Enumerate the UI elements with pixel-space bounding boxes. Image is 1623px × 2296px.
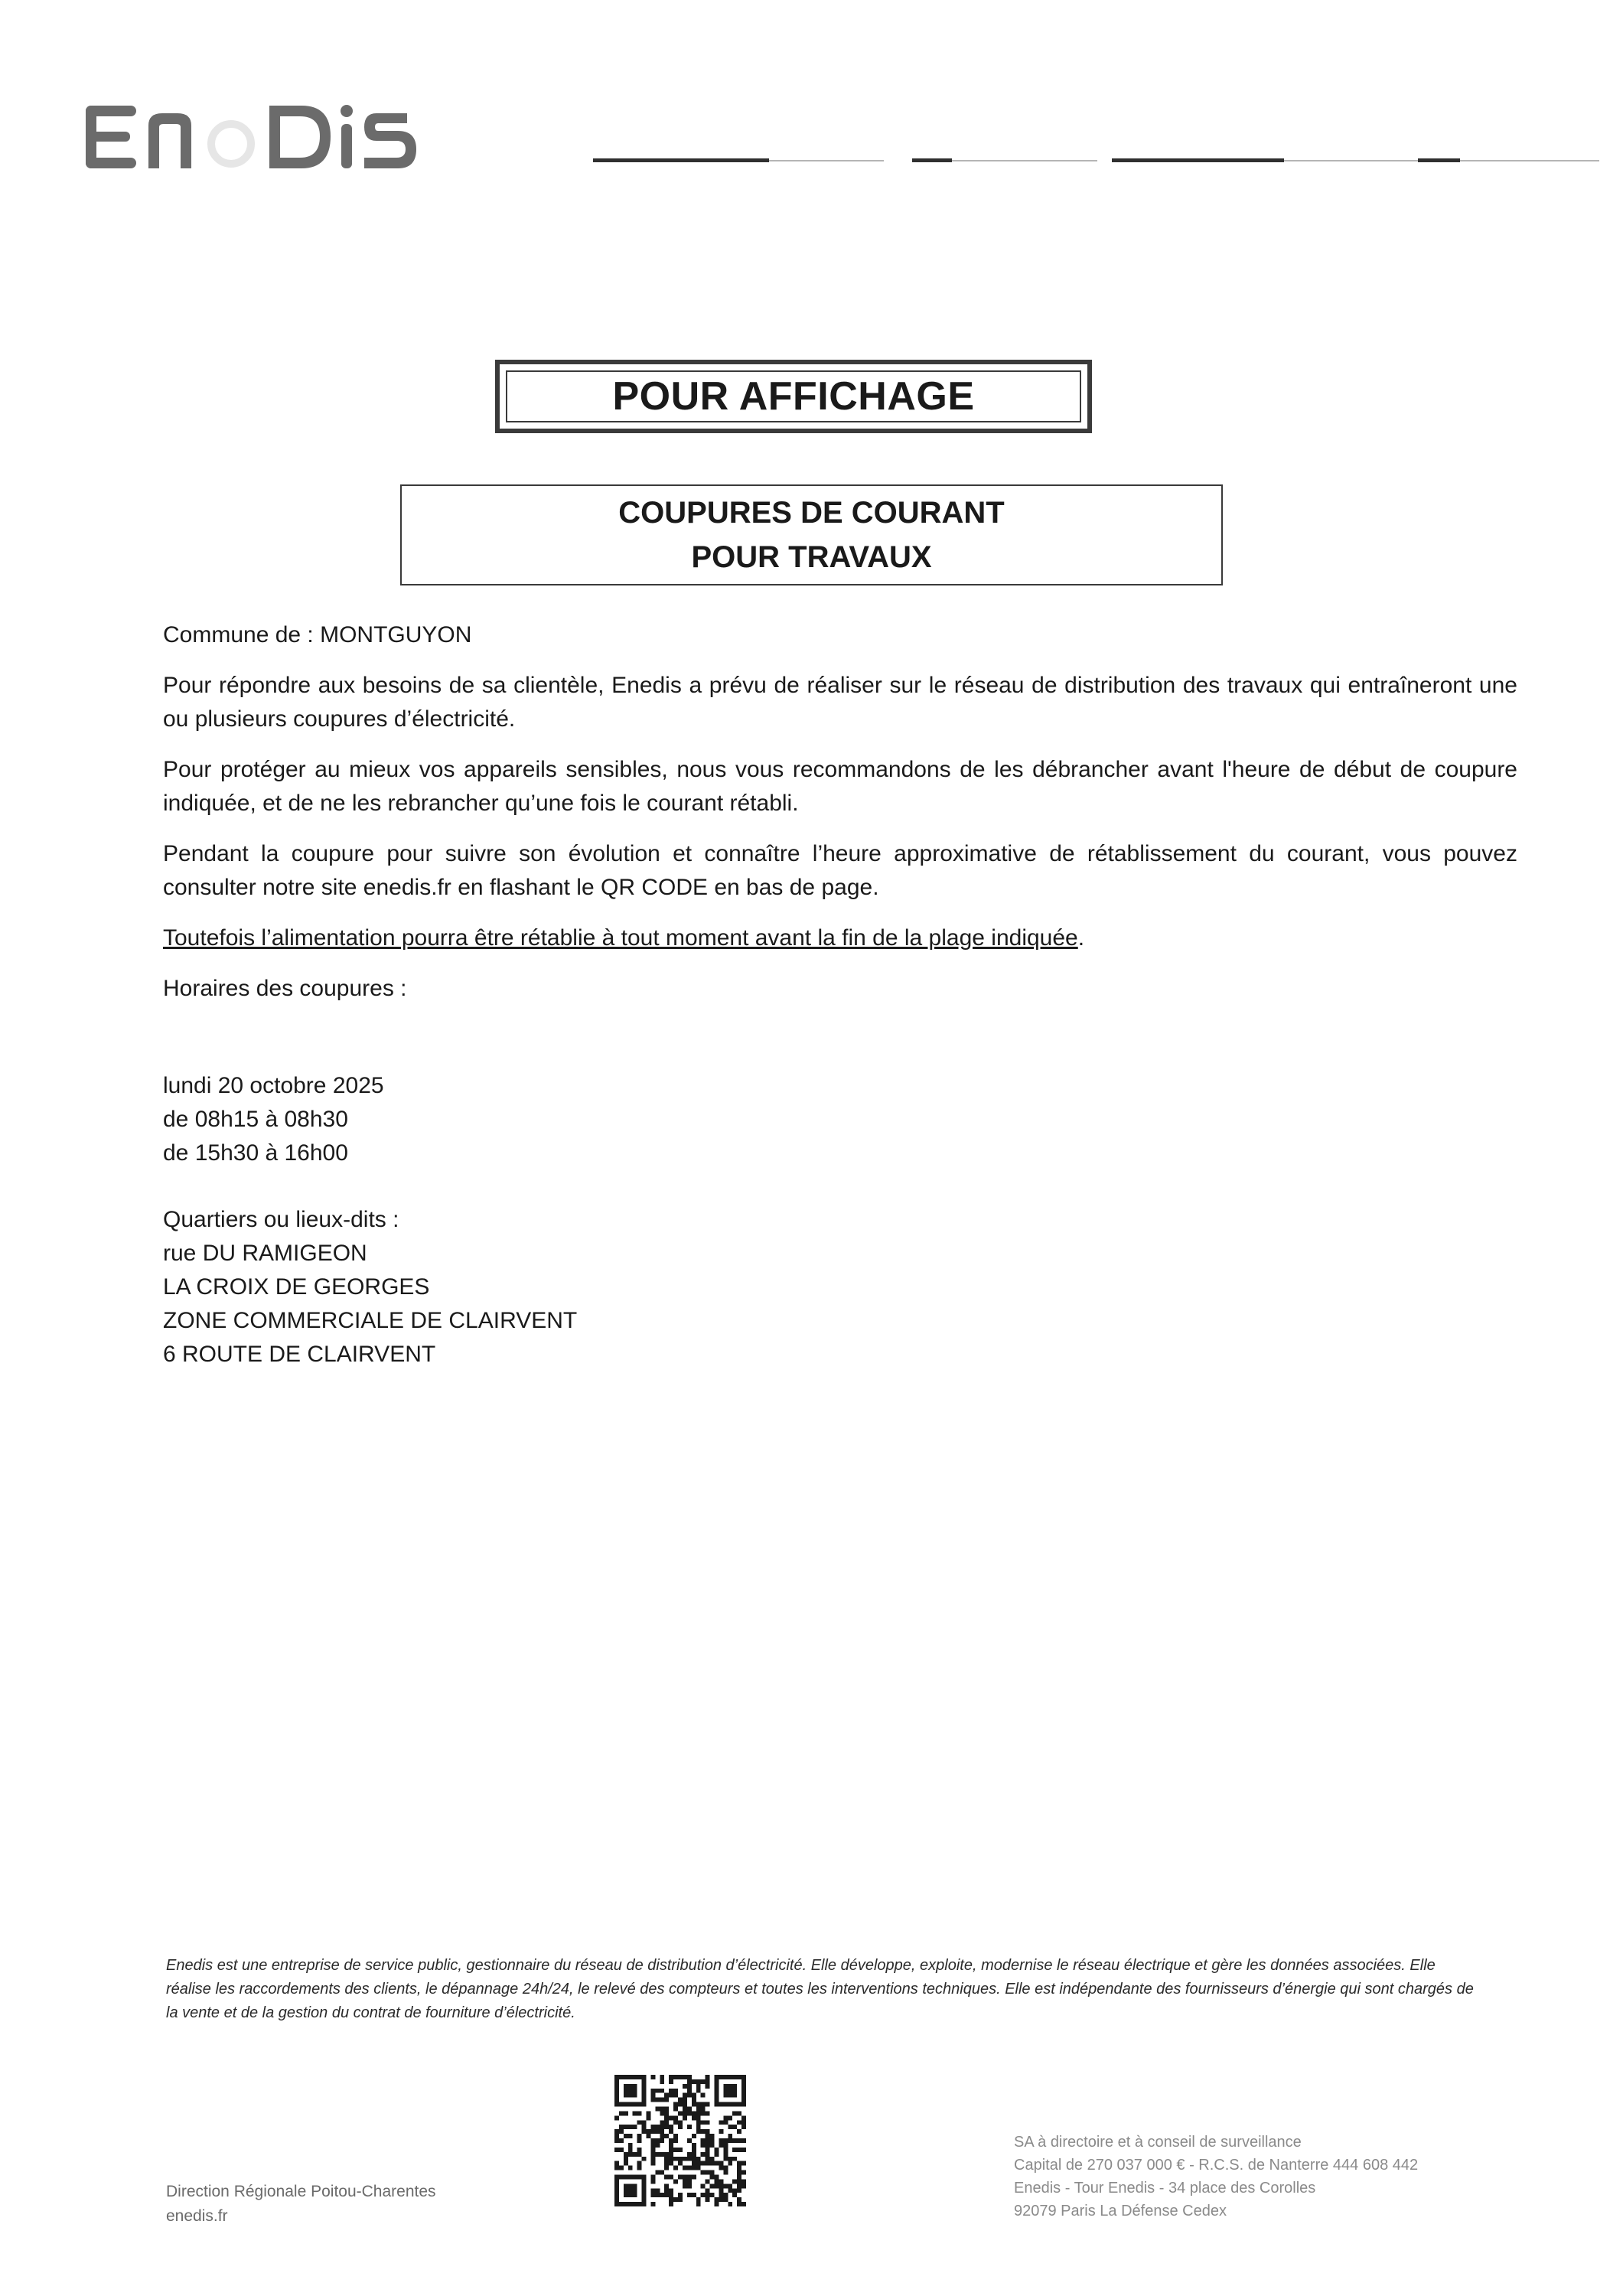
commune-line: Commune de : MONTGUYON <box>163 622 472 647</box>
retablissement-period: . <box>1077 925 1085 951</box>
legal-line-4: 92079 Paris La Défense Cedex <box>1014 2203 1227 2219</box>
schedule-slot-1: de 08h15 à 08h30 <box>163 1107 348 1132</box>
schedule-block <box>163 1069 384 1170</box>
notice-body <box>163 618 1517 1022</box>
header-rule <box>582 157 1599 165</box>
coupures-title-line1: COUPURES DE COURANT <box>618 496 1005 530</box>
horaires-label: Horaires des coupures : <box>163 976 407 1001</box>
places-block <box>163 1203 577 1371</box>
legal-line-1: SA à directoire et à conseil de surveillance <box>1014 2134 1302 2151</box>
place-item: rue DU RAMIGEON <box>163 1241 367 1266</box>
coupures-title-line2: POUR TRAVAUX <box>691 540 932 574</box>
legal-line-3: Enedis - Tour Enedis - 34 place des Corolles <box>1014 2180 1316 2197</box>
enedis-logo <box>86 90 438 182</box>
enedis-website-link[interactable]: enedis.fr <box>166 2207 228 2225</box>
places-label: Quartiers ou lieux-dits : <box>163 1207 399 1232</box>
qr-code[interactable] <box>614 2075 746 2206</box>
place-item: LA CROIX DE GEORGES <box>163 1274 430 1300</box>
pour-affichage-inner-frame <box>506 370 1081 422</box>
footer-legal <box>1014 2131 1418 2223</box>
paragraph-retablissement <box>163 921 1517 955</box>
place-item: 6 ROUTE DE CLAIRVENT <box>163 1342 436 1367</box>
retablissement-underlined: Toutefois l’alimentation pourra être rétablie à tout moment avant la fin de la plage indiquée <box>163 925 1078 951</box>
pour-affichage-title: POUR AFFICHAGE <box>612 374 975 419</box>
paragraph-suivi: Pendant la coupure pour suivre son évolution et connaître l’heure approximative de rétablissement du courant, vous pouvez consulter notre site enedis.fr en flashant le QR CODE en bas de page. <box>163 841 1517 900</box>
paragraph-appareils: Pour protéger au mieux vos appareils sensibles, nous vous recommandons de les débrancher avant l'heure de début de coupure indiquée, et de ne les rebrancher qu’une fois le courant rétabli. <box>163 757 1517 816</box>
schedule-slot-2: de 15h30 à 16h00 <box>163 1140 348 1166</box>
paragraph-besoins: Pour répondre aux besoins de sa clientèle, Enedis a prévu de réaliser sur le réseau de distribution des travaux qui entraîneront une ou plusieurs coupures d’électricité. <box>163 673 1517 732</box>
footer-left <box>166 2180 436 2229</box>
schedule-date: lundi 20 octobre 2025 <box>163 1073 384 1098</box>
legal-line-2: Capital de 270 037 000 € - R.C.S. de Nanterre 444 608 442 <box>1014 2157 1419 2174</box>
place-item: ZONE COMMERCIALE DE CLAIRVENT <box>163 1308 578 1333</box>
direction-regionale: Direction Régionale Poitou-Charentes <box>166 2183 436 2200</box>
coupures-title-box <box>400 484 1223 585</box>
footer-disclaimer: Enedis est une entreprise de service public, gestionnaire du réseau de distribution d’électricité. Elle développe, exploite, modernise le réseau électrique et gère les données associées. Elle réalise les raccordements des clients, le dépannage 24h/24, le relevé des compteurs et toutes les interventions techniques. Elle est indépendante des fournisseurs d’énergie qui sont chargés de la vente et de la gestion du contrat de fourniture d’électricité. <box>166 1957 1474 2021</box>
pour-affichage-box <box>495 360 1092 433</box>
